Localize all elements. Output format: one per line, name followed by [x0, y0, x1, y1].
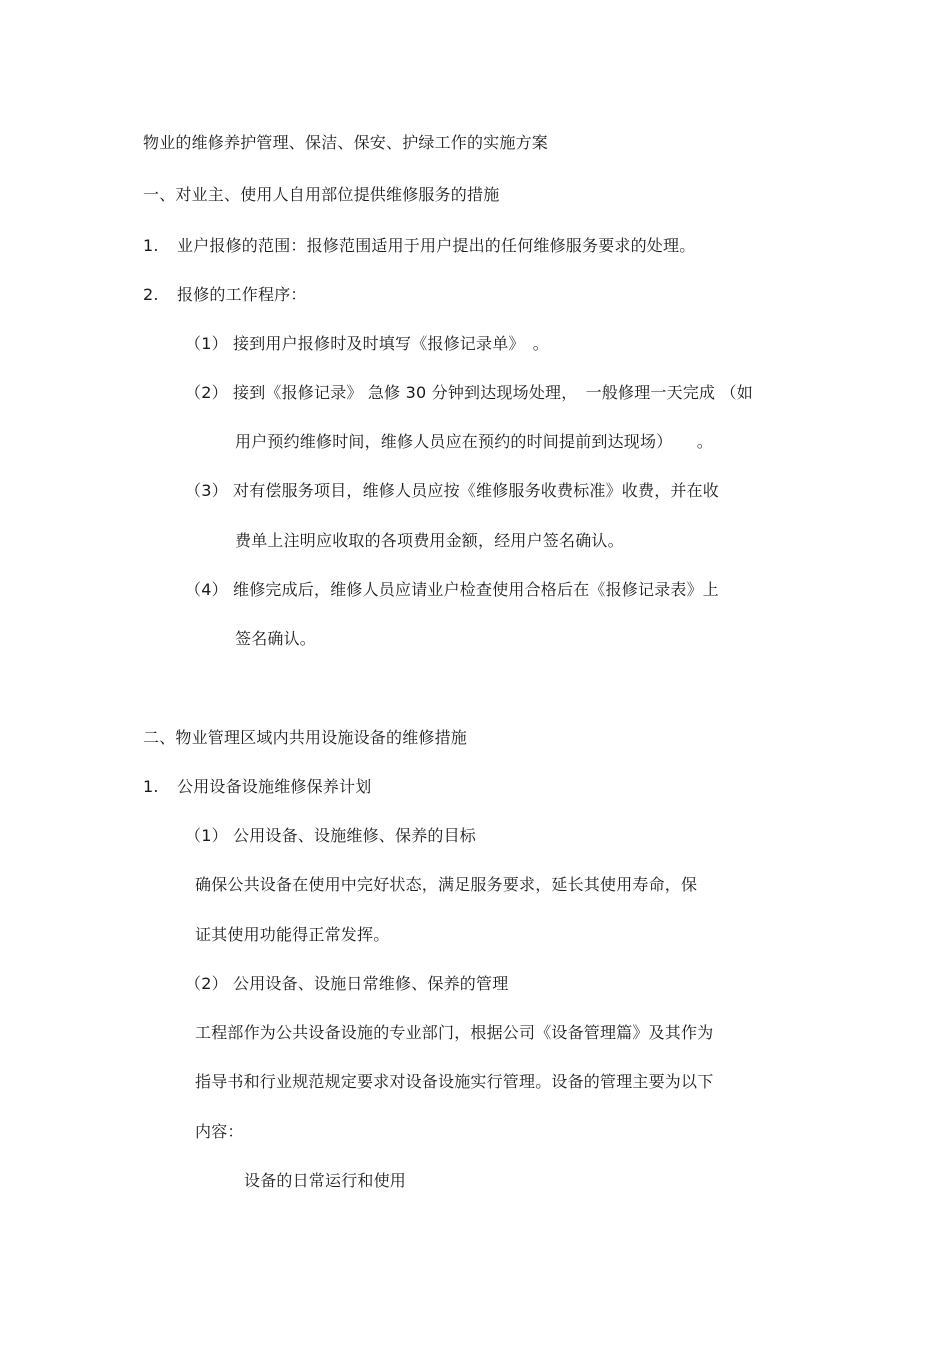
- subsection-1: [185, 826, 476, 846]
- sub-item: 设备的日常运行和使用: [244, 1171, 407, 1190]
- step-4-continuation: 签名确认。: [235, 629, 317, 648]
- subsection-number: （2）: [185, 974, 228, 993]
- subsection-1-body-line: 确保公共设备在使用中完好状态，满足服务要求，延长其使用寿命，保: [195, 875, 698, 894]
- subsection-2: [185, 974, 508, 994]
- item-text: 公用设备设施维修保养计划: [177, 777, 372, 796]
- step-1: [185, 334, 549, 354]
- item-text: 业户报修的范围：报修范围适用于用户提出的任何维修服务要求的处理。: [177, 236, 696, 255]
- step-3-continuation: 费单上注明应收取的各项费用金额，经用户签名确认。: [235, 531, 624, 550]
- step-3: [185, 481, 719, 501]
- subsection-2-body-line: 指导书和行业规范规定要求对设备设施实行管理。设备的管理主要为以下: [195, 1072, 714, 1091]
- section-1-item-1: [143, 236, 695, 256]
- document-title: 物业的维修养护管理、保洁、保安、护绿工作的实施方案: [143, 133, 549, 152]
- subsection-title: 公用设备、设施日常维修、保养的管理: [233, 974, 509, 993]
- section-2-heading: 二、物业管理区域内共用设施设备的维修措施: [143, 728, 468, 747]
- section-1-item-2: [143, 285, 307, 305]
- step-text: 接到《报修记录》 急修 30 分钟到达现场处理， 一般修理一天完成 （如: [233, 383, 753, 402]
- section-1-heading: 一、对业主、使用人自用部位提供维修服务的措施: [143, 185, 500, 204]
- item-text: 报修的工作程序：: [177, 285, 307, 304]
- section-2-item-1: [143, 777, 371, 797]
- step-4: [185, 580, 719, 600]
- step-2-continuation: 用户预约维修时间，维修人员应在预约的时间提前到达现场） 。: [235, 432, 714, 451]
- step-number: （3）: [185, 481, 228, 500]
- subsection-number: （1）: [185, 826, 228, 845]
- item-number: 1.: [143, 236, 159, 255]
- step-number: （4）: [185, 580, 228, 599]
- item-number: 2.: [143, 285, 159, 304]
- subsection-1-body-line: 证其使用功能得正常发挥。: [195, 925, 390, 944]
- step-text: 对有偿服务项目，维修人员应按《维修服务收费标准》收费，并在收: [233, 481, 720, 500]
- subsection-title: 公用设备、设施维修、保养的目标: [233, 826, 477, 845]
- item-number: 1.: [143, 777, 159, 796]
- subsection-2-body-line: 工程部作为公共设备设施的专业部门，根据公司《设备管理篇》及其作为: [195, 1023, 714, 1042]
- step-2: [185, 383, 753, 403]
- subsection-2-body-line: 内容：: [195, 1122, 244, 1141]
- step-number: （1）: [185, 334, 228, 353]
- step-number: （2）: [185, 383, 228, 402]
- step-text: 接到用户报修时及时填写《报修记录单》 。: [233, 334, 550, 353]
- step-text: 维修完成后，维修人员应请业户检查使用合格后在《报修记录表》上: [233, 580, 720, 599]
